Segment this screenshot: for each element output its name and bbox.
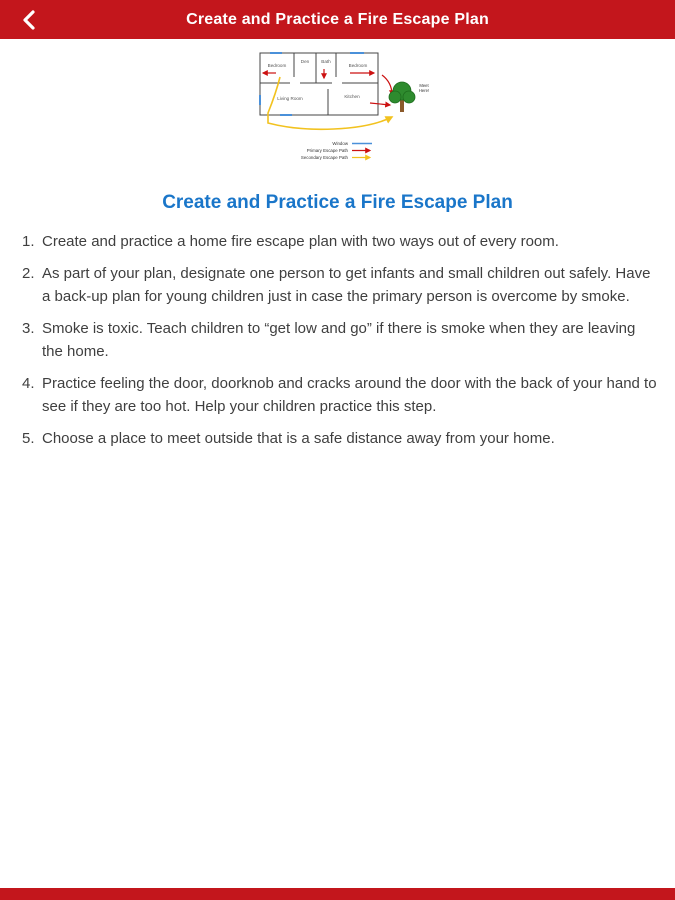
content-area bbox=[0, 39, 675, 888]
list-item-text: Choose a place to meet outside that is a safe distance away from your home. bbox=[42, 430, 555, 447]
list-item bbox=[22, 230, 659, 253]
list-item-number: 2. bbox=[22, 265, 35, 282]
svg-text:Here!: Here! bbox=[418, 88, 429, 93]
instruction-list bbox=[0, 230, 675, 450]
list-item-text: As part of your plan, designate one person to get infants and small children out safely. Have a back-up plan for young children just in case the primary person is overcome by smoke. bbox=[42, 265, 651, 305]
floor-plan-svg bbox=[232, 47, 444, 167]
legend-label-secondary: Secondary Escape Path bbox=[300, 155, 348, 160]
fire-escape-plan-diagram bbox=[232, 47, 444, 172]
list-item-number: 4. bbox=[22, 375, 35, 392]
list-item-text: Smoke is toxic. Teach children to “get low and go” if there is smoke when they are leaving the home. bbox=[42, 320, 636, 360]
diagram-legend bbox=[300, 141, 371, 160]
tree-icon bbox=[389, 82, 415, 112]
room-label: Bedroom bbox=[267, 63, 286, 68]
list-item-text: Practice feeling the door, doorknob and cracks around the door with the back of your hand to see if they are too hot. Help your children practice this step. bbox=[42, 375, 657, 415]
svg-text:Meet: Meet bbox=[418, 83, 429, 88]
room-label: Den bbox=[300, 59, 309, 64]
chevron-left-icon bbox=[21, 10, 37, 30]
list-item-number: 3. bbox=[22, 320, 35, 337]
meet-here-label bbox=[418, 83, 429, 93]
list-item-number: 5. bbox=[22, 430, 35, 447]
room-labels bbox=[267, 59, 367, 101]
list-item bbox=[22, 427, 659, 450]
room-label: Living Room bbox=[276, 96, 303, 101]
legend-label-primary: Primary Escape Path bbox=[306, 148, 348, 153]
list-item bbox=[22, 317, 659, 363]
page-title: Create and Practice a Fire Escape Plan bbox=[162, 192, 513, 213]
list-item bbox=[22, 372, 659, 418]
list-item-text: Create and practice a home fire escape plan with two ways out of every room. bbox=[42, 233, 559, 250]
bottom-accent-bar bbox=[0, 888, 675, 900]
list-item bbox=[22, 262, 659, 308]
room-label: Bath bbox=[320, 59, 331, 64]
room-label: Bedroom bbox=[348, 63, 367, 68]
legend-label-window: Window bbox=[331, 141, 348, 146]
room-label: Kitchen bbox=[343, 94, 360, 99]
back-button[interactable] bbox=[8, 0, 50, 39]
top-navigation-bar bbox=[0, 0, 675, 39]
header-title: Create and Practice a Fire Escape Plan bbox=[186, 10, 489, 28]
list-item-number: 1. bbox=[22, 233, 35, 250]
